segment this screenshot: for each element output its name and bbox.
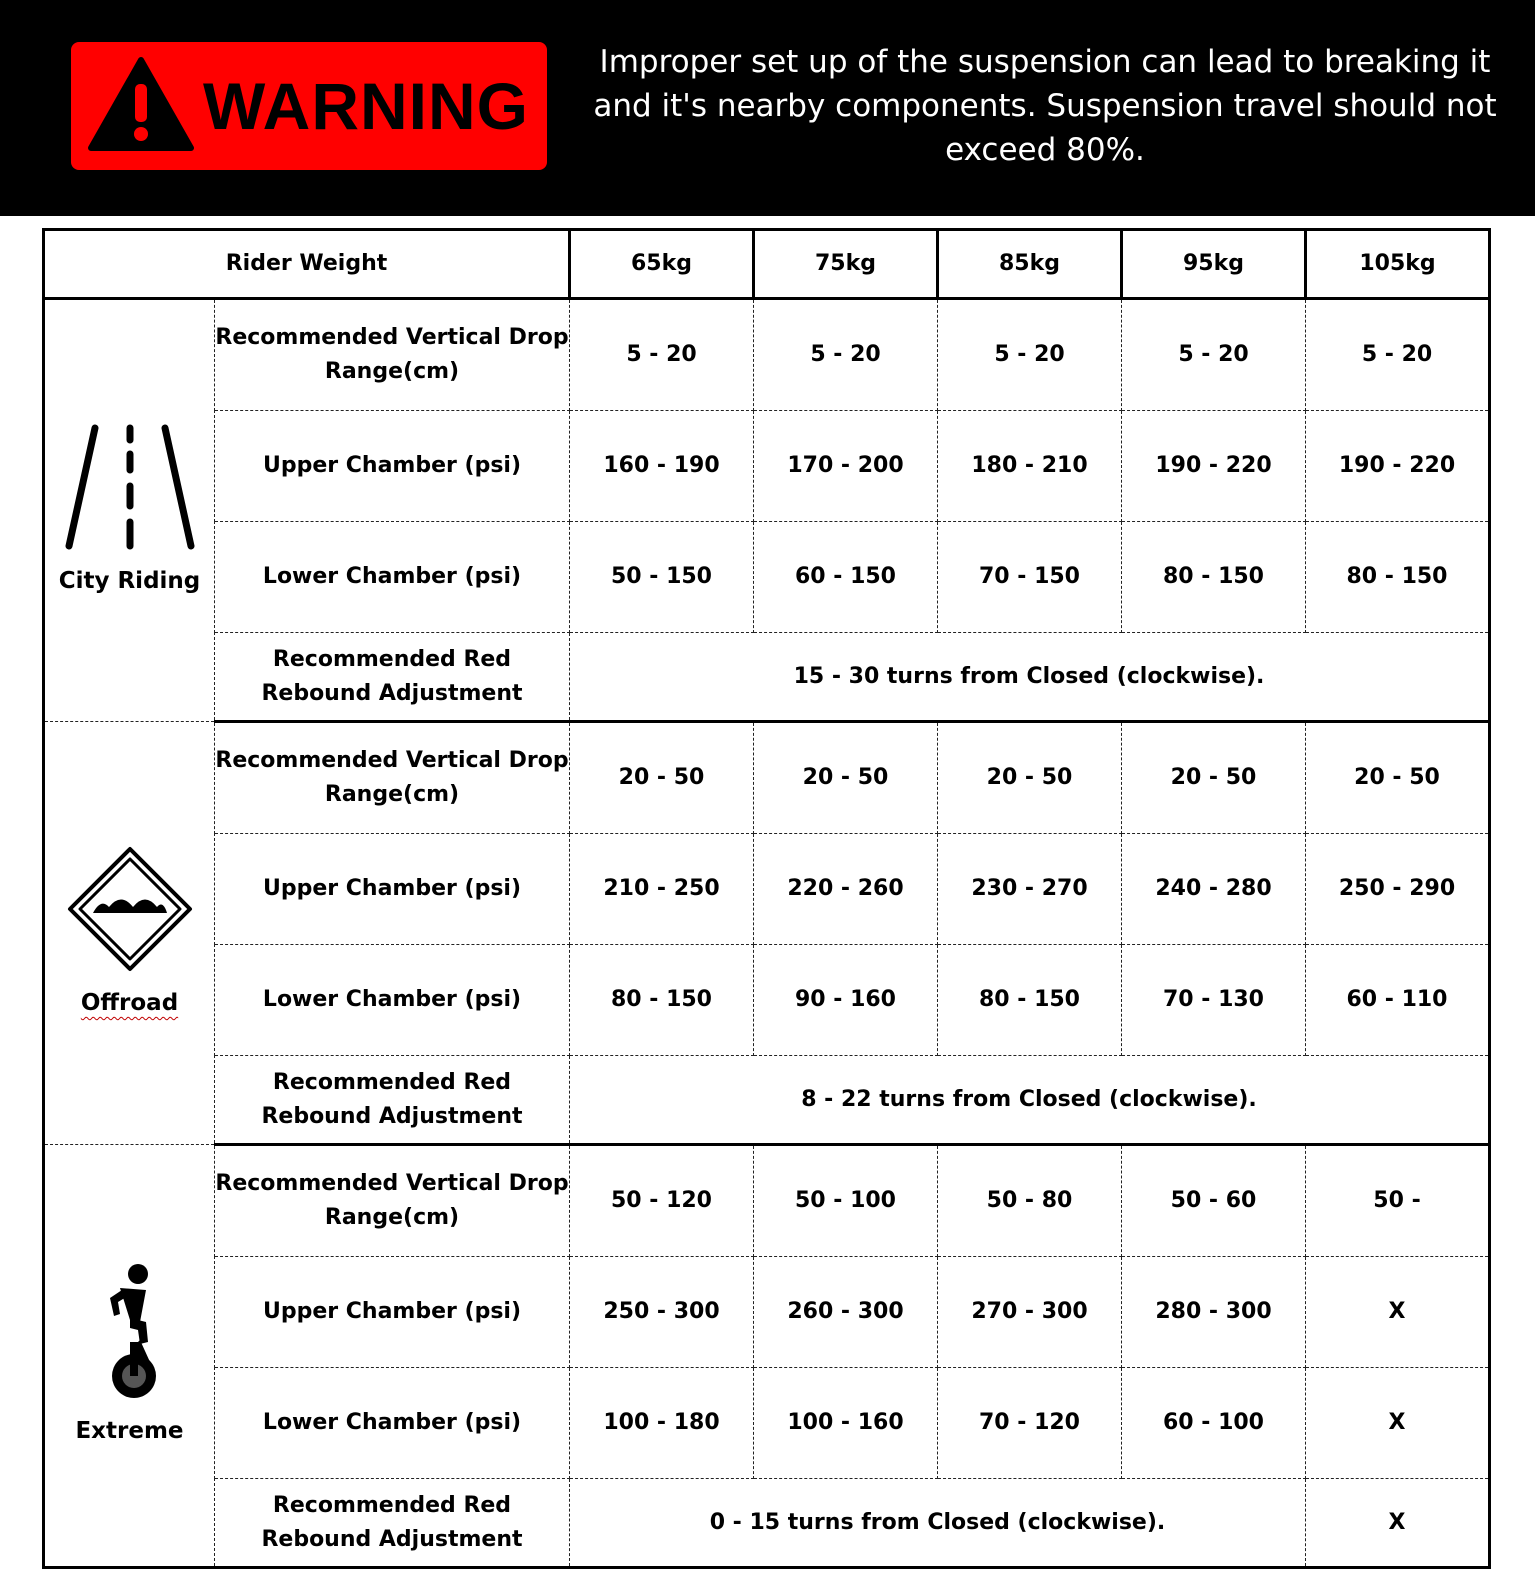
category-extreme (44, 1145, 215, 1568)
table-row (44, 1145, 1490, 1257)
table-cell: 5 - 20 (1306, 299, 1490, 411)
table-row (44, 945, 1490, 1056)
table-cell: 70 - 120 (938, 1368, 1122, 1479)
table-cell: 60 - 100 (1122, 1368, 1306, 1479)
row-label-rebound: Recommended Red Rebound Adjustment (215, 1479, 570, 1568)
weight-header: 65kg (570, 230, 754, 299)
table-cell: 270 - 300 (938, 1257, 1122, 1368)
table-cell: 220 - 260 (754, 834, 938, 945)
rebound-cell: 8 - 22 turns from Closed (clockwise). (570, 1056, 1490, 1145)
table-cell: 5 - 20 (754, 299, 938, 411)
table-cell: 90 - 160 (754, 945, 938, 1056)
rebound-cell: 15 - 30 turns from Closed (clockwise). (570, 633, 1490, 722)
row-label-drop: Recommended Vertical Drop Range(cm) (215, 299, 570, 411)
weight-header: 75kg (754, 230, 938, 299)
table-row (44, 411, 1490, 522)
table-cell: 100 - 160 (754, 1368, 938, 1479)
table-cell: 50 - (1306, 1145, 1490, 1257)
table-cell: 20 - 50 (1122, 722, 1306, 834)
table-cell: 180 - 210 (938, 411, 1122, 522)
table-cell: 50 - 120 (570, 1145, 754, 1257)
table-cell: 50 - 150 (570, 522, 754, 633)
table-cell: 260 - 300 (754, 1257, 938, 1368)
table-cell: X (1306, 1368, 1490, 1479)
table-cell: 50 - 60 (1122, 1145, 1306, 1257)
table-cell: 210 - 250 (570, 834, 754, 945)
table-row (44, 1257, 1490, 1368)
table-cell: 250 - 300 (570, 1257, 754, 1368)
table-cell: 5 - 20 (570, 299, 754, 411)
row-label-upper: Upper Chamber (psi) (215, 411, 570, 522)
table-cell: 250 - 290 (1306, 834, 1490, 945)
unicycle-rider-icon (90, 1264, 170, 1400)
row-label-rebound: Recommended Red Rebound Adjustment (215, 633, 570, 722)
weight-header: 105kg (1306, 230, 1490, 299)
table-row (44, 1056, 1490, 1145)
table-cell: 20 - 50 (570, 722, 754, 834)
table-row (44, 1368, 1490, 1479)
table-cell: 190 - 220 (1122, 411, 1306, 522)
warning-banner (0, 0, 1535, 216)
category-offroad (44, 722, 215, 1145)
warning-triangle-icon (87, 54, 195, 154)
table-cell: 190 - 220 (1306, 411, 1490, 522)
weight-header: 85kg (938, 230, 1122, 299)
table-row (44, 834, 1490, 945)
category-label: Offroad (80, 990, 179, 1016)
table-header-row (44, 230, 1490, 299)
warning-badge (71, 42, 547, 170)
table-cell: 240 - 280 (1122, 834, 1306, 945)
table-row (44, 633, 1490, 722)
row-label-lower: Lower Chamber (psi) (215, 522, 570, 633)
table-cell: 160 - 190 (570, 411, 754, 522)
table-cell: 50 - 80 (938, 1145, 1122, 1257)
row-label-drop: Recommended Vertical Drop Range(cm) (215, 1145, 570, 1257)
table-cell: X (1306, 1257, 1490, 1368)
table-row (44, 299, 1490, 411)
table-cell: 60 - 150 (754, 522, 938, 633)
row-label-drop: Recommended Vertical Drop Range(cm) (215, 722, 570, 834)
table-cell: 50 - 100 (754, 1145, 938, 1257)
table-row (44, 522, 1490, 633)
table-cell: 20 - 50 (938, 722, 1122, 834)
warning-message: Improper set up of the suspension can lead to breaking it and it's nearby components. Suspension travel should not exceed 80%. (593, 44, 1497, 168)
weight-header: 95kg (1122, 230, 1306, 299)
table-cell: 100 - 180 (570, 1368, 754, 1479)
road-icon (65, 424, 195, 550)
table-cell: 5 - 20 (1122, 299, 1306, 411)
rebound-cell: 0 - 15 turns from Closed (clockwise). (570, 1479, 1306, 1568)
warning-label: WARNING (203, 69, 529, 143)
table-cell: 80 - 150 (938, 945, 1122, 1056)
table-cell: X (1306, 1479, 1490, 1568)
category-label: City Riding (58, 567, 201, 594)
table-cell: 70 - 150 (938, 522, 1122, 633)
row-label-upper: Upper Chamber (psi) (215, 1257, 570, 1368)
suspension-settings-table (42, 228, 1491, 1569)
row-label-upper: Upper Chamber (psi) (215, 834, 570, 945)
table-cell: 20 - 50 (1306, 722, 1490, 834)
table-cell: 20 - 50 (754, 722, 938, 834)
table-cell: 80 - 150 (1306, 522, 1490, 633)
bumpy-road-sign-icon (67, 846, 193, 972)
row-label-rebound: Recommended Red Rebound Adjustment (215, 1056, 570, 1145)
table-cell: 230 - 270 (938, 834, 1122, 945)
table-cell: 170 - 200 (754, 411, 938, 522)
table-cell: 5 - 20 (938, 299, 1122, 411)
table-cell: 60 - 110 (1306, 945, 1490, 1056)
row-label-lower: Lower Chamber (psi) (215, 1368, 570, 1479)
category-city-riding (44, 299, 215, 722)
row-label-lower: Lower Chamber (psi) (215, 945, 570, 1056)
rider-weight-header: Rider Weight (44, 230, 570, 299)
table-row (44, 722, 1490, 834)
table-cell: 80 - 150 (570, 945, 754, 1056)
table-row (44, 1479, 1490, 1568)
table-cell: 80 - 150 (1122, 522, 1306, 633)
table-cell: 280 - 300 (1122, 1257, 1306, 1368)
category-label: Extreme (75, 1417, 184, 1444)
table-cell: 70 - 130 (1122, 945, 1306, 1056)
